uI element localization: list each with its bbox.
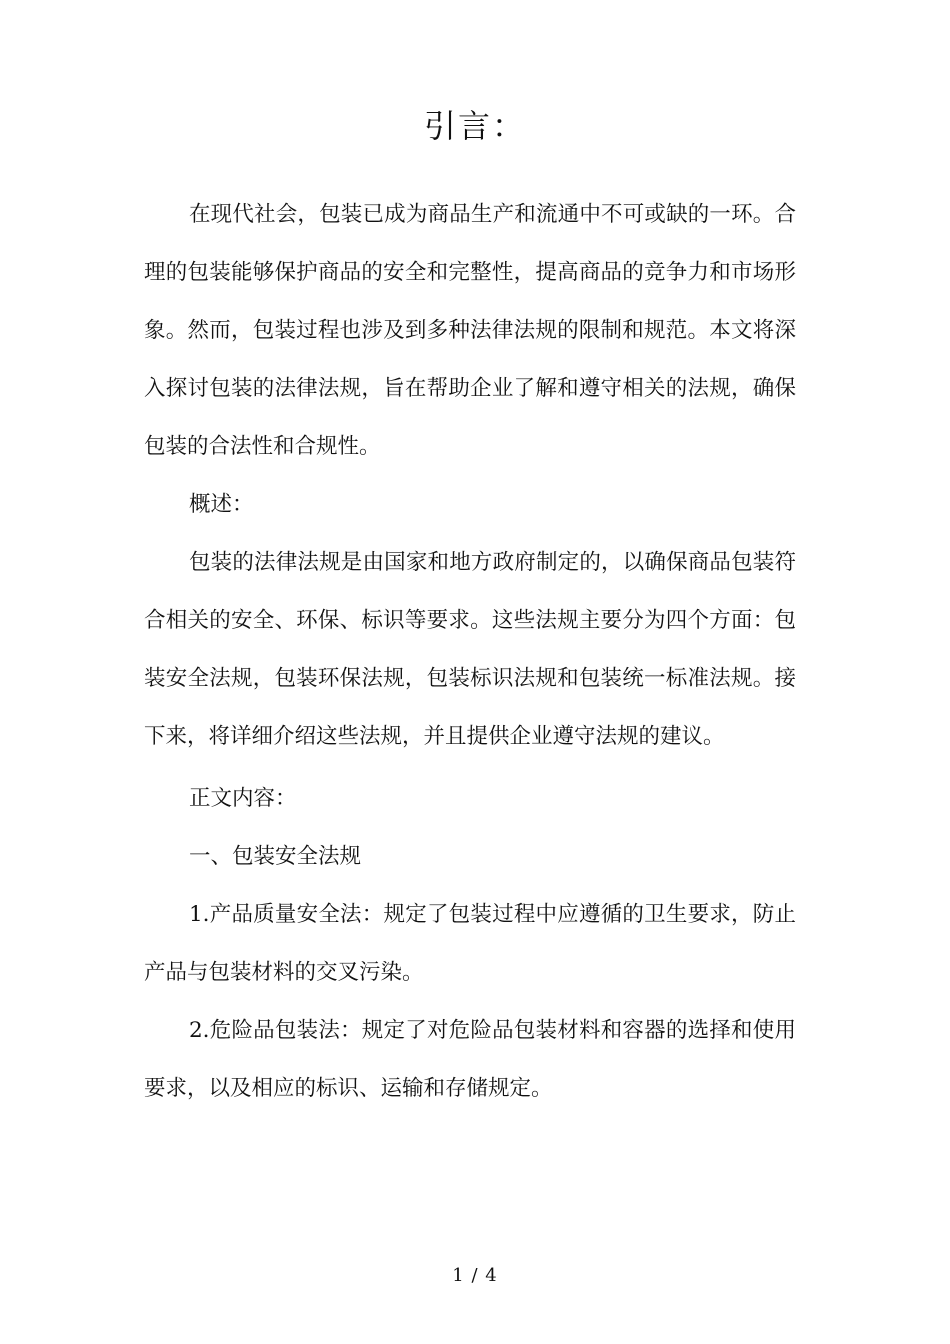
paragraph-item-1: 1.产品质量安全法：规定了包装过程中应遵循的卫生要求，防止产品与包装材料的交叉污染。 xyxy=(144,902,796,985)
paragraph-introduction: 在现代社会，包装已成为商品生产和流通中不可或缺的一环。合理的包装能够保护商品的安全和完整性，提高商品的竞争力和市场形象。然而，包装过程也涉及到多种法律法规的限制和规范。本文将深入探讨包装的法律法规，旨在帮助企业了解和遵守相关的法规，确保包装的合法性和合规性。 xyxy=(144,202,796,459)
page-number: 1 / 4 xyxy=(452,1265,498,1286)
paragraph-overview-heading: 概述： xyxy=(189,492,254,517)
paragraph-overview: 包装的法律法规是由国家和地方政府制定的，以确保商品包装符合相关的安全、环保、标识等要求。这些法规主要分为四个方面：包装安全法规，包装环保法规，包装标识法规和包装统一标准法规。接下来，将详细介绍这些法规，并且提供企业遵守法规的建议。 xyxy=(144,550,796,749)
document-body xyxy=(144,186,796,1118)
paragraph-section-heading: 一、包装安全法规 xyxy=(189,844,362,869)
document-title: 引言： xyxy=(423,107,526,145)
paragraph-body-heading: 正文内容： xyxy=(189,786,297,811)
paragraph-item-2: 2.危险品包装法：规定了对危险品包装材料和容器的选择和使用要求，以及相应的标识、运输和存储规定。 xyxy=(144,1018,796,1101)
